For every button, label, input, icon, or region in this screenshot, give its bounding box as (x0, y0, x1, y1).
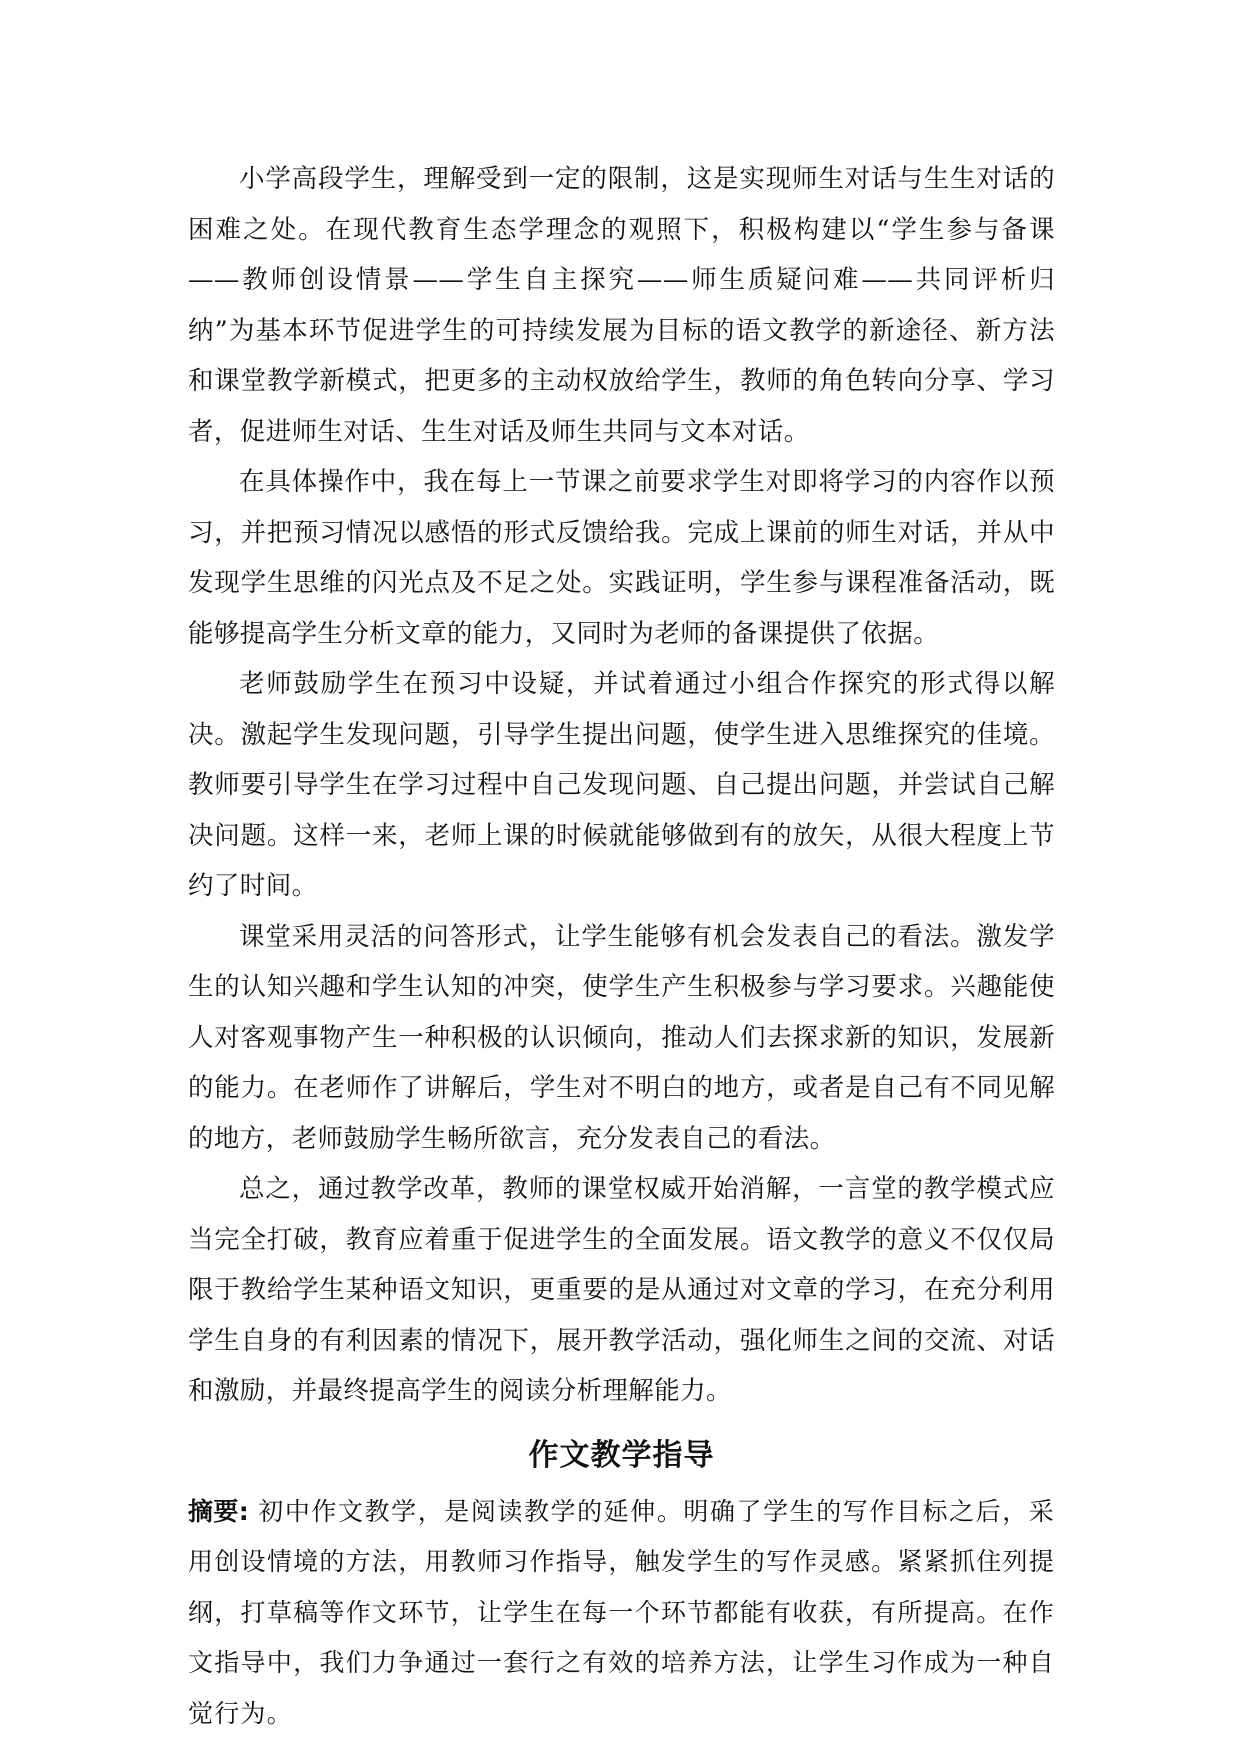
section-title: 作文教学指导 (528, 1437, 715, 1473)
document-page (188, 154, 1055, 1739)
body-paragraph-4: 课堂采用灵活的问答形式，让学生能够有机会发表自己的看法。激发学生的认知兴趣和学生认知的冲突，使学生产生积极参与学习要求。兴趣能使人对客观事物产生一种积极的认识倾向，推动人们去探求新的知识，发展新的能力。在老师作了讲解后，学生对不明白的地方，或者是自己有不同见解的地方，老师鼓励学生畅所欲言，充分发表自己的看法。 (188, 921, 1055, 1154)
abstract-label: 摘要: (188, 1496, 249, 1526)
body-paragraph-2: 在具体操作中，我在每上一节课之前要求学生对即将学习的内容作以预习，并把预习情况以感悟的形式反馈给我。完成上课前的师生对话，并从中发现学生思维的闪光点及不足之处。实践证明，学生参与课程准备活动，既能够提高学生分析文章的能力，又同时为老师的备课提供了依据。 (188, 467, 1055, 649)
body-paragraph-1: 小学高段学生，理解受到一定的限制，这是实现师生对话与生生对话的困难之处。在现代教育生态学理念的观照下，积极构建以“学生参与备课——教师创设情景——学生自主探究——师生质疑问难——共同评析归纳”为基本环节促进学生的可持续发展为目标的语文教学的新途径、新方法和课堂教学新模式，把更多的主动权放给学生，教师的角色转向分享、学习者，促进师生对话、生生对话及师生共同与文本对话。 (188, 164, 1055, 447)
body-paragraph-5: 总之，通过教学改革，教师的课堂权威开始消解，一言堂的教学模式应当完全打破，教育应着重于促进学生的全面发展。语文教学的意义不仅仅局限于教给学生某种语文知识，更重要的是从通过对文章的学习，在充分利用学生自身的有利因素的情况下，展开教学活动，强化师生之间的交流、对话和激励，并最终提高学生的阅读分析理解能力。 (188, 1174, 1055, 1406)
abstract-paragraph (188, 1487, 1055, 1740)
body-paragraph-3: 老师鼓励学生在预习中设疑，并试着通过小组合作探究的形式得以解决。激起学生发现问题，引导学生提出问题，使学生进入思维探究的佳境。教师要引导学生在学习过程中自己发现问题、自己提出问题，并尝试自己解决问题。这样一来，老师上课的时候就能够做到有的放矢，从很大程度上节约了时间。 (188, 669, 1055, 901)
abstract-text: 初中作文教学，是阅读教学的延伸。明确了学生的写作目标之后，采用创设情境的方法，用教师习作指导，触发学生的写作灵感。紧紧抓住列提纲，打草稿等作文环节，让学生在每一个环节都能有收获，有所提高。在作文指导中，我们力争通过一套行之有效的培养方法，让学生习作成为一种自觉行为。 (188, 1496, 1056, 1728)
